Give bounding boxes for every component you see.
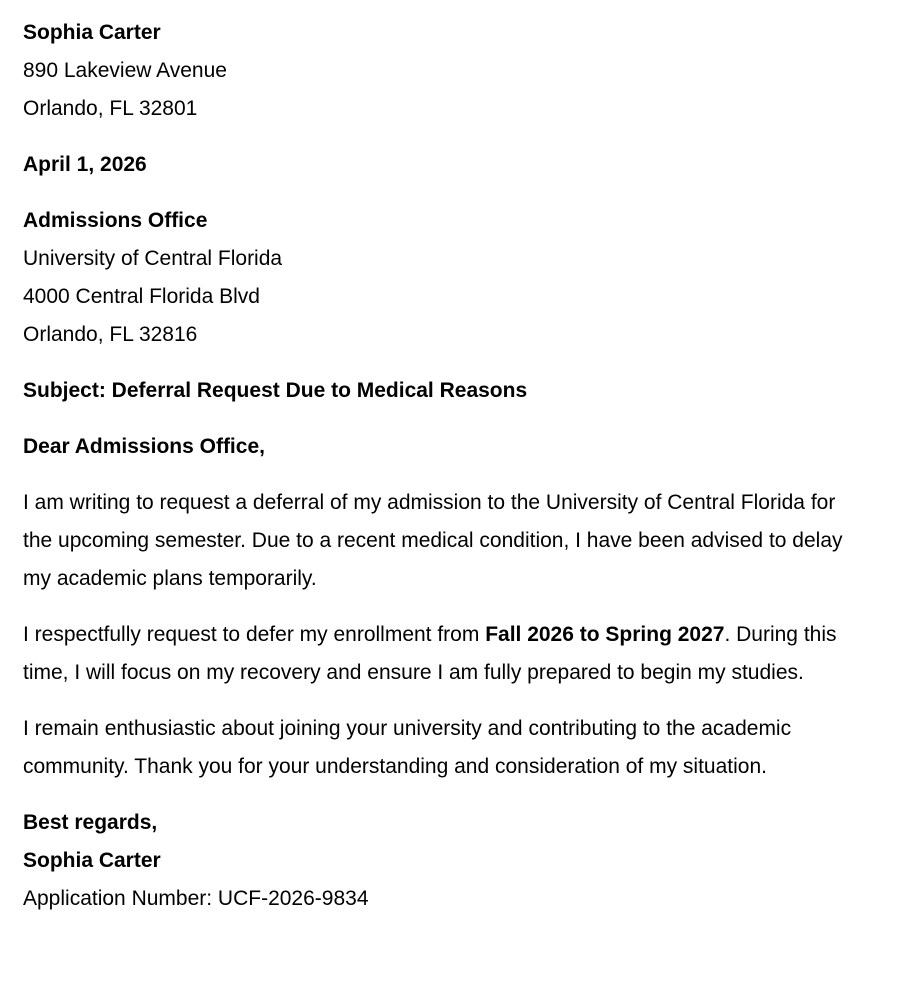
closing-salutation: Best regards, (23, 811, 158, 834)
body-paragraph-3: I remain enthusiastic about joining your university and contributing to the academic community. Thank you for your understanding and consideration of my situation. (23, 717, 792, 778)
sender-city-state-zip: Orlando, FL 32801 (23, 97, 198, 120)
body-paragraph-2-lead: I respectfully request to defer my enrollment from (23, 623, 486, 646)
letter-date: April 1, 2026 (23, 153, 147, 176)
body-paragraph-2-tail: . During this time, I will focus on my recovery and ensure I am fully prepared to begin my studies. (23, 623, 837, 684)
recipient-street: 4000 Central Florida Blvd (23, 285, 260, 308)
deferral-term-emphasis: Fall 2026 to Spring 2027 (485, 623, 725, 646)
closing-signature-block (23, 804, 865, 918)
sender-street: 890 Lakeview Avenue (23, 59, 227, 82)
recipient-city-state-zip: Orlando, FL 32816 (23, 323, 198, 346)
recipient-institution: University of Central Florida (23, 247, 283, 270)
subject-line: Subject: Deferral Request Due to Medical Reasons (23, 379, 528, 402)
sender-name: Sophia Carter (23, 21, 161, 44)
salutation-block (23, 428, 865, 466)
application-number: Application Number: UCF-2026-9834 (23, 887, 369, 910)
recipient-office: Admissions Office (23, 209, 208, 232)
body-paragraph-1: I am writing to request a deferral of my admission to the University of Central Florida for the upcoming semester. Due to a recent medical condition, I have been advised to delay my academic plans temporarily. (23, 491, 843, 590)
subject-block (23, 372, 865, 410)
sender-address-block (23, 14, 865, 128)
salutation-line: Dear Admissions Office, (23, 435, 265, 458)
recipient-address-block (23, 202, 865, 354)
signature-name: Sophia Carter (23, 849, 161, 872)
letter-date-block (23, 146, 865, 184)
body-paragraph-2 (23, 616, 865, 692)
